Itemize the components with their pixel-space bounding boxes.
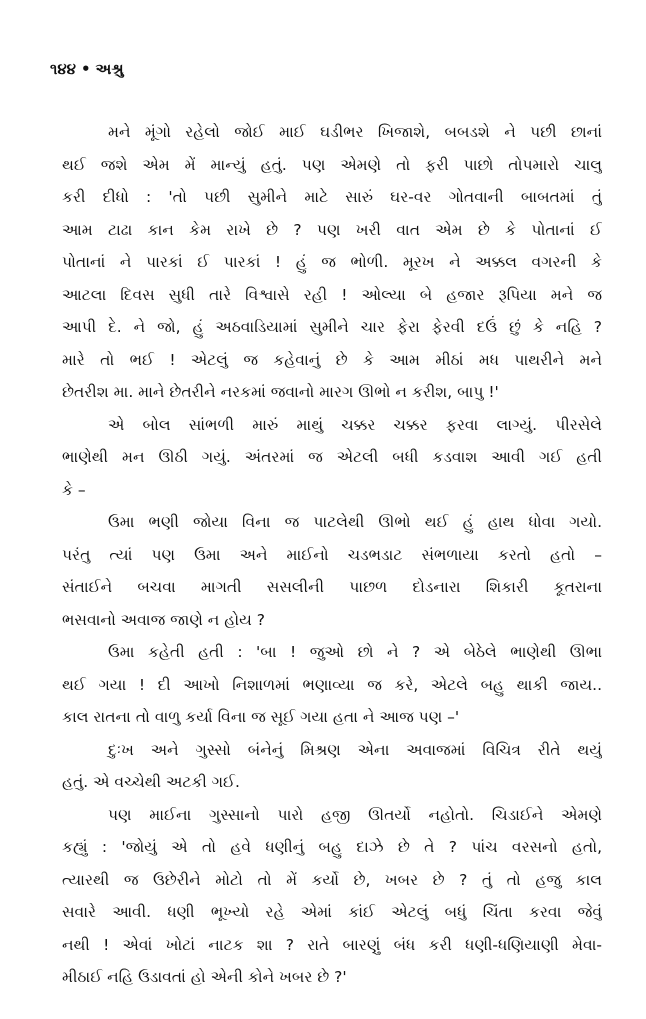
text-line: કરી દીધો : 'તો પછી સુમીને માટે સારું ઘર-વર ગોતવાની બાબતમાં તું (62, 188, 602, 206)
paragraph (62, 734, 602, 799)
text-line: આપી દે. ને જો, હું અઠવાડિયામાં સુમીને ચાર ફેરા ફેરવી દઉં છું કે નહિ ? (62, 318, 602, 336)
text-line: થઈ ગયા ! દી આખો નિશાળમાં ભણાવ્યા જ કરે, એટલે બહુ થાકી જાય.. (62, 675, 602, 694)
book-title: અશ્રુ (95, 60, 124, 78)
bullet-separator: • (80, 60, 91, 78)
text-line: મને મૂંગો રહેલો જોઈ માઈ ઘડીભર ખિજાશે, બબડશે ને પછી છાનાં (108, 123, 602, 141)
text-line: મારે તો ભઈ ! એટલું જ કહેવાનું છે કે આમ મીઠાં મધ પાથરીને મને (62, 350, 602, 369)
text-line: ભાણેથી મન ઊઠી ગયું. અંતરમાં જ એટલી બધી કડવાશ આવી ગઈ હતી (62, 448, 602, 466)
body-text (62, 116, 602, 994)
page-number: ૧૪૪ (50, 60, 76, 78)
text-line: નથી ! એવાં ખોટાં નાટક શા ? રાતે બારણું બંધ કરી ધણી-ધણિયાણી મેવા- (62, 935, 602, 954)
text-line: હતું. એ વચ્ચેથી અટકી ગઈ. (62, 773, 240, 791)
text-line: આમ ટાઢા કાન કેમ રાખે છે ? પણ ખરી વાત એમ છે કે પોતાનાં ઈ (62, 220, 602, 239)
text-line: કે – (62, 480, 86, 499)
paragraph (62, 636, 602, 734)
text-line: કહ્યું : 'જોયું એ તો હવે ધણીનું બહુ દાઝે છે તે ? પાંચ વરસનો હતો, (62, 838, 602, 856)
text-line: મીઠાઈ નહિ ઉડાવતાં હો એની કોને ખબર છે ?' (62, 968, 347, 986)
text-line: કાલ રાતના તો વાળુ કર્યા વિના જ સૂઈ ગયા હતા ને આજ પણ –' (62, 708, 460, 726)
paragraph (62, 409, 602, 507)
text-line: પરંતુ ત્યાં પણ ઉમા અને માઈનો ચડભડાટ સંભળાયા કરતો હતો – (62, 545, 602, 564)
paragraph (62, 116, 602, 409)
text-line: છેતરીશ મા. માને છેતરીને નરકમાં જવાનો મારગ ઊભો ન કરીશ, બાપુ !' (62, 383, 499, 401)
text-line: એ બોલ સાંભળી મારું માથું ચક્કર ચક્કર ફરવા લાગ્યું. પીરસેલે (108, 415, 602, 434)
paragraph (62, 799, 602, 994)
text-line: પોતાનાં ને પારકાં ઈ પારકાં ! હું જ ભોળી. મૂરખ ને અક્કલ વગરની કે (62, 253, 602, 271)
text-line: આટલા દિવસ સુધી તારે વિશ્વાસે રહી ! ઓલ્યા બે હજાર રૂપિયા મને જ (62, 285, 602, 304)
text-line: ઉમા ભણી જોયા વિના જ પાટલેથી ઊભો થઈ હું હાથ ધોવા ગયો. (108, 513, 602, 531)
text-line: સવારે આવી. ધણી ભૂખ્યો રહે એમાં કાંઈ એટલું બધું ચિંતા કરવા જેવું (62, 903, 602, 921)
paragraph (62, 506, 602, 636)
running-head (50, 60, 124, 78)
text-line: પણ માઈના ગુસ્સાનો પારો હજી ઊતર્યો નહોતો. ચિડાઈને એમણે (108, 805, 602, 824)
text-line: દુઃખ અને ગુસ્સો બંનેનું મિશ્રણ એના અવાજમાં વિચિત્ર રીતે થયું (108, 740, 602, 759)
text-line: ઉમા કહેતી હતી : 'બા ! જુઓ છો ને ? એ બેઠેલે ભાણેથી ઊભા (108, 643, 602, 661)
text-line: થઈ જશે એમ મેં માન્યું હતું. પણ એમણે તો ફરી પાછો તોપમારો ચાલુ (62, 155, 602, 174)
text-line: ભસવાનો અવાજ જાણે ન હોય ? (62, 610, 265, 629)
text-line: સંતાઈને બચવા માગતી સસલીની પાછળ દોડનારા શિકારી કૂતરાના (62, 578, 602, 596)
text-line: ત્યારથી જ ઉછેરીને મોટો તો મેં કર્યો છે, ખબર છે ? તું તો હજુ કાલ (62, 870, 602, 889)
